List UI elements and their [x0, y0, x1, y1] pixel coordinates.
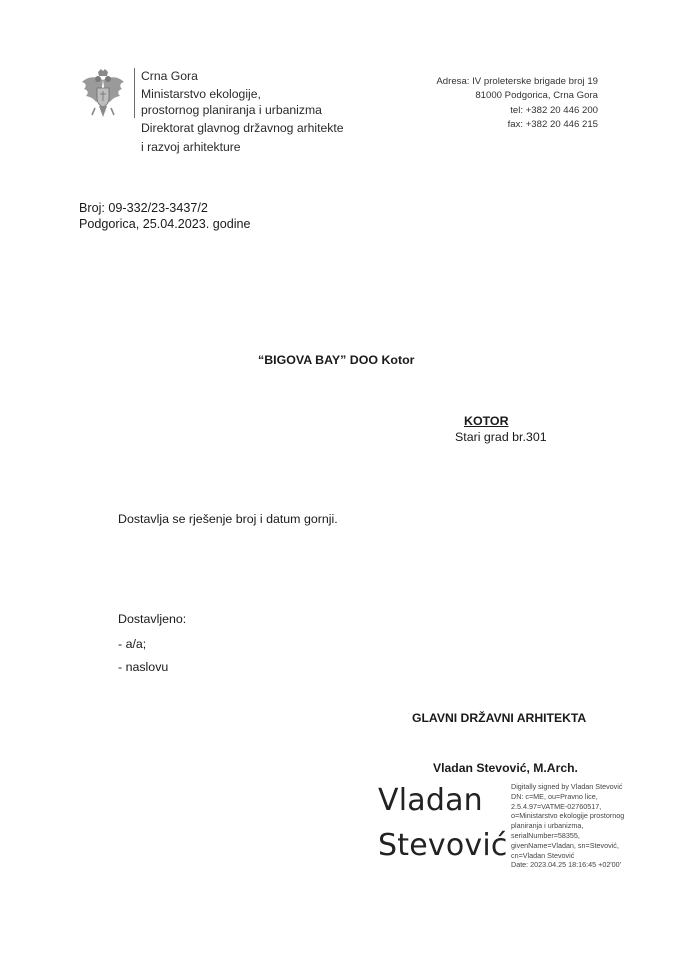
place-date: Podgorica, 25.04.2023. godine	[79, 216, 251, 231]
signature-detail-line: planiranja i urbanizma,	[511, 821, 584, 831]
signatory-role: GLAVNI DRŽAVNI ARHITEKTA	[412, 711, 587, 725]
delivered-item: - a/a;	[118, 637, 147, 651]
delivered-label: Dostavljeno:	[118, 612, 187, 626]
fax-line: fax: +382 20 446 215	[507, 119, 598, 131]
signature-detail-line: Date: 2023.04.25 18:16:45 +02'00'	[511, 860, 622, 870]
recipient-city: KOTOR	[464, 414, 509, 428]
signature-detail-line: cn=Vladan Stevović	[511, 850, 575, 860]
signature-details	[511, 782, 624, 870]
header-divider	[134, 68, 135, 118]
institution-line: Crna Gora	[141, 69, 198, 83]
address-block	[436, 75, 598, 133]
institution-line: i razvoj arhitekture	[141, 139, 241, 154]
recipient-name: “BIGOVA BAY” DOO Kotor	[258, 353, 415, 367]
signature-detail-line: 2.5.4.97=VATME-02760517,	[511, 801, 602, 811]
delivered-item: - naslovu	[118, 660, 169, 674]
institution-line: Direktorat glavnog državnog arhitekte	[141, 121, 344, 136]
institution-block	[141, 69, 344, 155]
signature-detail-line: givenName=Vladan, sn=Stevović,	[511, 840, 619, 850]
signature-detail-line: Digitally signed by Vladan Stevović	[511, 782, 623, 791]
coat-of-arms-icon	[78, 68, 128, 122]
address-line: 81000 Podgorica, Crna Gora	[475, 90, 598, 102]
recipient-street: Stari grad br.301	[455, 430, 547, 444]
address-line: Adresa: IV proleterske brigade broj 19	[436, 76, 598, 87]
institution-line: Ministarstvo ekologije,	[141, 87, 261, 102]
signature-detail-line: serialNumber=58355,	[511, 830, 580, 840]
document-number: Broj: 09-332/23-3437/2	[79, 201, 208, 215]
reference-block	[79, 201, 251, 232]
signatory-name: Vladan Stevović, M.Arch.	[433, 761, 578, 775]
message-text: Dostavlja se rješenje broj i datum gornji.	[118, 512, 338, 526]
signature-last-name: Stevović	[378, 828, 508, 863]
signature-first-name: Vladan	[378, 783, 483, 818]
institution-line: prostornog planiranja i urbanizma	[141, 102, 322, 117]
signature-detail-line: o=Ministarstvo ekologije prostornog	[511, 811, 625, 821]
phone-line: tel: +382 20 446 200	[510, 104, 598, 116]
signature-detail-line: DN: c=ME, ou=Pravno lice,	[511, 791, 598, 801]
